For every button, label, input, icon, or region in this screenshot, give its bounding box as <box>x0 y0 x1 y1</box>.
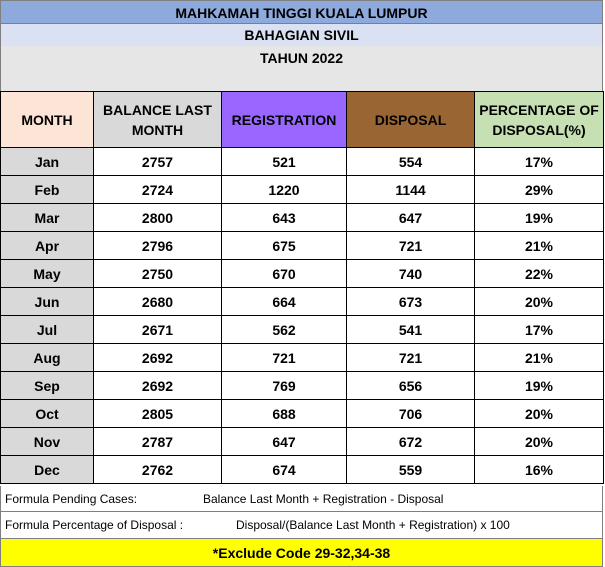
header-disposal: DISPOSAL <box>347 92 475 148</box>
header-balance-line2: MONTH <box>131 121 184 138</box>
percentage-cell: 29% <box>475 176 604 204</box>
month-cell: Oct <box>1 400 94 428</box>
registration-cell: 562 <box>222 316 347 344</box>
percentage-cell: 21% <box>475 232 604 260</box>
disposal-cell: 541 <box>347 316 475 344</box>
division-subtitle: BAHAGIAN SIVIL <box>0 24 603 46</box>
case-statistics-table <box>0 91 604 484</box>
header-balance-line1: BALANCE LAST <box>103 101 212 118</box>
month-cell: Mar <box>1 204 94 232</box>
header-balance-last-month <box>94 92 222 148</box>
percentage-cell: 16% <box>475 456 604 484</box>
month-cell: Nov <box>1 428 94 456</box>
disposal-cell: 554 <box>347 148 475 176</box>
balance-cell: 2692 <box>94 344 222 372</box>
header-month: MONTH <box>1 92 94 148</box>
disposal-cell: 672 <box>347 428 475 456</box>
header-percentage-line1: PERCENTAGE OF <box>479 101 599 118</box>
balance-cell: 2724 <box>94 176 222 204</box>
table-row <box>1 232 604 260</box>
percentage-cell: 19% <box>475 204 604 232</box>
balance-cell: 2787 <box>94 428 222 456</box>
table-row <box>1 148 604 176</box>
disposal-cell: 559 <box>347 456 475 484</box>
formula-percentage-row <box>0 512 603 539</box>
formula-percentage-value: Disposal/(Balance Last Month + Registration) x 100 <box>236 518 510 532</box>
table-row <box>1 456 604 484</box>
percentage-cell: 21% <box>475 344 604 372</box>
registration-cell: 688 <box>222 400 347 428</box>
month-cell: Jun <box>1 288 94 316</box>
month-cell: Jul <box>1 316 94 344</box>
month-cell: Sep <box>1 372 94 400</box>
disposal-cell: 647 <box>347 204 475 232</box>
balance-cell: 2796 <box>94 232 222 260</box>
percentage-cell: 22% <box>475 260 604 288</box>
table-row <box>1 260 604 288</box>
balance-cell: 2805 <box>94 400 222 428</box>
disposal-cell: 673 <box>347 288 475 316</box>
header-registration: REGISTRATION <box>222 92 347 148</box>
registration-cell: 521 <box>222 148 347 176</box>
formula-percentage-label: Formula Percentage of Disposal : <box>5 518 184 532</box>
table-row <box>1 288 604 316</box>
disposal-cell: 740 <box>347 260 475 288</box>
percentage-cell: 20% <box>475 400 604 428</box>
disposal-cell: 656 <box>347 372 475 400</box>
percentage-cell: 20% <box>475 428 604 456</box>
table-row <box>1 316 604 344</box>
registration-cell: 647 <box>222 428 347 456</box>
table-row <box>1 204 604 232</box>
percentage-cell: 17% <box>475 316 604 344</box>
month-cell: Apr <box>1 232 94 260</box>
year-band <box>0 46 603 91</box>
balance-cell: 2692 <box>94 372 222 400</box>
month-cell: Jan <box>1 148 94 176</box>
court-title: MAHKAMAH TINGGI KUALA LUMPUR <box>0 0 603 24</box>
registration-cell: 643 <box>222 204 347 232</box>
month-cell: Feb <box>1 176 94 204</box>
registration-cell: 674 <box>222 456 347 484</box>
balance-cell: 2757 <box>94 148 222 176</box>
disposal-cell: 721 <box>347 232 475 260</box>
month-cell: Aug <box>1 344 94 372</box>
formula-pending-value: Balance Last Month + Registration - Disposal <box>203 492 444 506</box>
month-cell: Dec <box>1 456 94 484</box>
registration-cell: 664 <box>222 288 347 316</box>
table-row <box>1 428 604 456</box>
table-row <box>1 372 604 400</box>
month-cell: May <box>1 260 94 288</box>
formula-pending-label: Formula Pending Cases: <box>5 492 138 506</box>
balance-cell: 2671 <box>94 316 222 344</box>
percentage-cell: 17% <box>475 148 604 176</box>
registration-cell: 675 <box>222 232 347 260</box>
disposal-cell: 721 <box>347 344 475 372</box>
balance-cell: 2750 <box>94 260 222 288</box>
percentage-cell: 19% <box>475 372 604 400</box>
header-percentage-of-disposal <box>475 92 604 148</box>
balance-cell: 2800 <box>94 204 222 232</box>
disposal-cell: 1144 <box>347 176 475 204</box>
registration-cell: 721 <box>222 344 347 372</box>
balance-cell: 2680 <box>94 288 222 316</box>
year-label: TAHUN 2022 <box>260 50 343 66</box>
registration-cell: 1220 <box>222 176 347 204</box>
table-row <box>1 344 604 372</box>
header-percentage-line2: DISPOSAL(%) <box>492 121 586 138</box>
formula-pending-row <box>0 486 603 512</box>
table-row <box>1 176 604 204</box>
disposal-cell: 706 <box>347 400 475 428</box>
balance-cell: 2762 <box>94 456 222 484</box>
exclude-code-note: *Exclude Code 29-32,34-38 <box>0 539 603 567</box>
table-row <box>1 400 604 428</box>
registration-cell: 769 <box>222 372 347 400</box>
table-header-row <box>1 92 604 148</box>
registration-cell: 670 <box>222 260 347 288</box>
percentage-cell: 20% <box>475 288 604 316</box>
